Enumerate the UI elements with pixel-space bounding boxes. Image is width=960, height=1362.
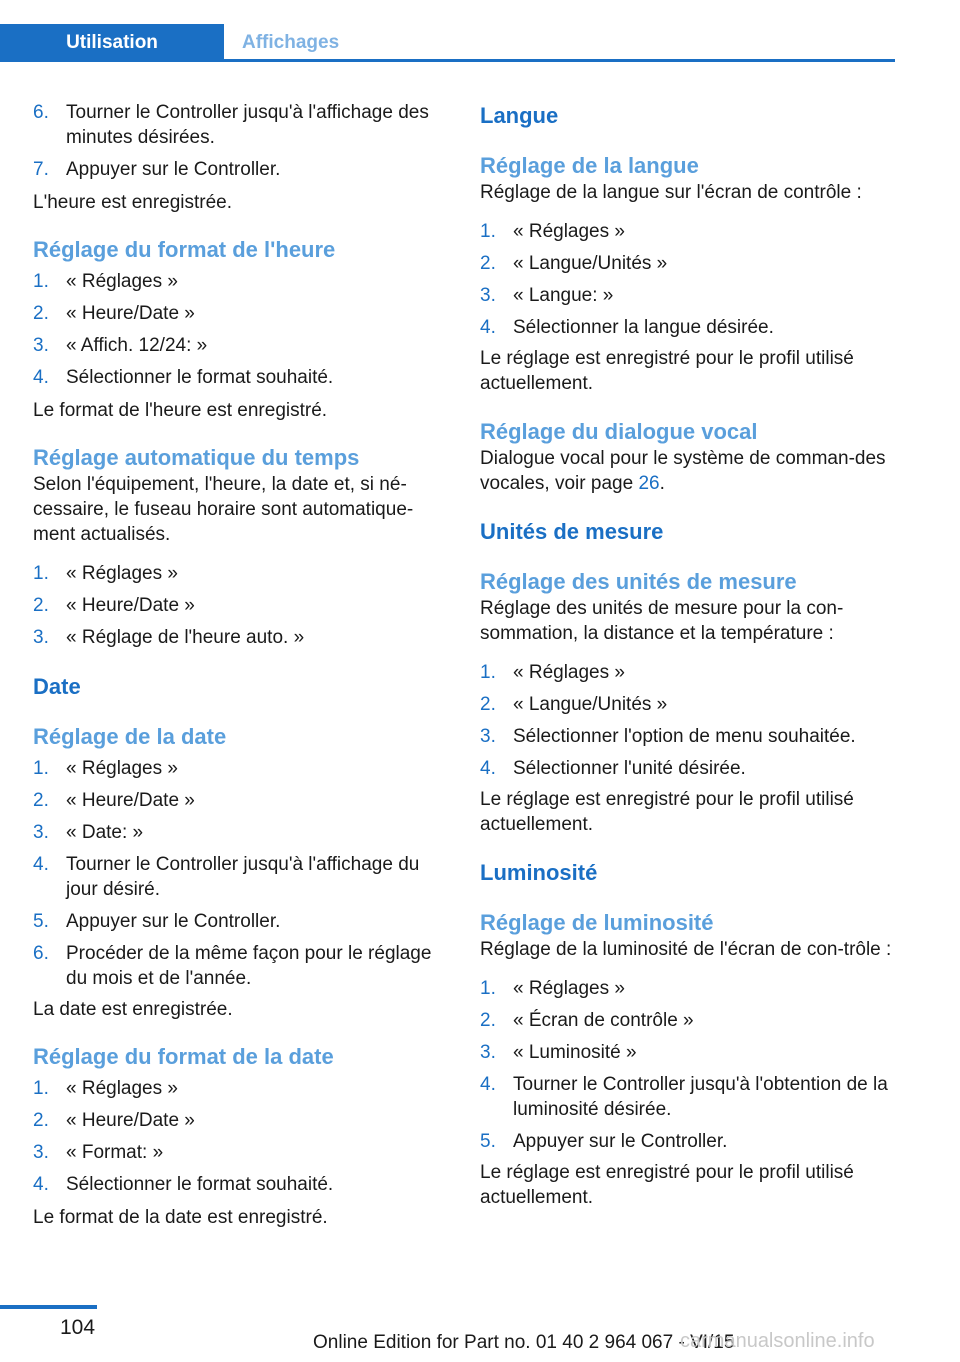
tab-underline xyxy=(0,59,895,62)
list-number: 4. xyxy=(33,367,49,388)
list-item xyxy=(33,301,451,326)
list-text: « Heure/Date » xyxy=(66,303,195,324)
list-number: 3. xyxy=(33,335,49,356)
list-number: 2. xyxy=(480,694,496,715)
watermark: carmanualsonline.info xyxy=(680,1330,875,1352)
list-item xyxy=(33,100,451,150)
list-item xyxy=(480,756,898,781)
list-item xyxy=(33,157,451,182)
section-heading: Réglage de la date xyxy=(33,724,227,749)
chapter-heading: Langue xyxy=(480,103,559,128)
list-text: « Heure/Date » xyxy=(66,1110,195,1131)
list-item xyxy=(33,788,451,813)
list-text: « Format: » xyxy=(66,1142,164,1163)
list-text: « Affich. 12/24: » xyxy=(66,335,208,356)
list-format-heure xyxy=(33,269,451,390)
list-item xyxy=(33,561,451,586)
list-text: Sélectionner l'option de menu souhaitée. xyxy=(513,726,856,747)
page-number: 104 xyxy=(60,1316,96,1339)
list-number: 4. xyxy=(33,854,49,875)
tab-utilisation-label: Utilisation xyxy=(66,32,158,53)
right-column xyxy=(480,102,898,1210)
list-item xyxy=(480,1008,898,1033)
list-number: 3. xyxy=(480,285,496,306)
list-item xyxy=(480,1072,898,1122)
list-number: 1. xyxy=(33,271,49,292)
list-text: « Réglages » xyxy=(66,563,178,584)
section-heading: Réglage du format de l'heure xyxy=(33,237,336,262)
list-text: Sélectionner l'unité désirée. xyxy=(513,758,746,779)
list-text: « Réglages » xyxy=(513,221,625,242)
list-item xyxy=(33,1140,451,1165)
list-number: 7. xyxy=(33,159,49,180)
list-number: 3. xyxy=(480,726,496,747)
list-number: 2. xyxy=(33,303,49,324)
paragraph: Le réglage est enregistré pour le profil utilisé actuellement. xyxy=(480,348,854,394)
list-item xyxy=(33,852,451,902)
list-number: 1. xyxy=(33,1078,49,1099)
left-column xyxy=(33,100,451,1230)
section-heading: Réglage du format de la date xyxy=(33,1044,334,1069)
list-text: « Langue/Unités » xyxy=(513,694,668,715)
section-heading: Réglage automatique du temps xyxy=(33,445,360,470)
list-text: « Réglage de l'heure auto. » xyxy=(66,627,305,648)
list-number: 3. xyxy=(33,822,49,843)
list-item xyxy=(480,692,898,717)
list-text: « Langue: » xyxy=(513,285,614,306)
list-format-date xyxy=(33,1076,451,1197)
list-item xyxy=(33,909,451,934)
list-number: 1. xyxy=(480,978,496,999)
list-item xyxy=(33,269,451,294)
paragraph: Selon l'équipement, l'heure, la date et, si né-cessaire, le fuseau horaire sont automatique-ment actualisés. xyxy=(33,474,414,545)
dialogue-text: Dialogue vocal pour le système de comman-des vocales, voir page xyxy=(480,448,886,494)
list-langue xyxy=(480,219,898,340)
list-number: 4. xyxy=(480,1074,496,1095)
paragraph: Le réglage est enregistré pour le profil utilisé actuellement. xyxy=(480,1162,854,1208)
list-text: « Heure/Date » xyxy=(66,790,195,811)
paragraph: Réglage de la luminosité de l'écran de con-trôle : xyxy=(480,939,892,960)
list-text: Sélectionner le format souhaité. xyxy=(66,1174,334,1195)
list-number: 1. xyxy=(33,758,49,779)
list-item xyxy=(33,1076,451,1101)
list-number: 2. xyxy=(480,1010,496,1031)
chapter-heading: Unités de mesure xyxy=(480,519,664,544)
list-item xyxy=(480,1129,898,1154)
paragraph: Réglage des unités de mesure pour la con-sommation, la distance et la température : xyxy=(480,598,844,644)
list-unites xyxy=(480,660,898,781)
paragraph: La date est enregistrée. xyxy=(33,999,233,1020)
list-number: 1. xyxy=(480,662,496,683)
chapter-heading: Date xyxy=(33,674,81,699)
list-item xyxy=(480,724,898,749)
dialogue-period: . xyxy=(659,473,665,494)
list-item xyxy=(33,941,451,991)
list-number: 2. xyxy=(33,790,49,811)
list-item xyxy=(480,315,898,340)
list-text: « Date: » xyxy=(66,822,144,843)
list-number: 6. xyxy=(33,102,49,123)
paragraph: Le format de la date est enregistré. xyxy=(33,1207,328,1228)
list-date xyxy=(33,756,451,991)
list-number: 5. xyxy=(33,911,49,932)
paragraph xyxy=(480,446,898,496)
list-item xyxy=(480,219,898,244)
list-item xyxy=(33,333,451,358)
list-text: Sélectionner la langue désirée. xyxy=(513,317,774,338)
list-item xyxy=(480,1040,898,1065)
section-heading: Réglage de la langue xyxy=(480,153,699,178)
list-item xyxy=(33,1108,451,1133)
list-number: 4. xyxy=(480,758,496,779)
list-text: Procéder de la même façon pour le réglage du mois et de l'année. xyxy=(66,943,432,989)
list-item xyxy=(33,625,451,650)
list-item xyxy=(33,1172,451,1197)
list-text: Appuyer sur le Controller. xyxy=(66,911,281,932)
paragraph: Le réglage est enregistré pour le profil utilisé actuellement. xyxy=(480,789,854,835)
list-text: « Langue/Unités » xyxy=(513,253,668,274)
list-number: 3. xyxy=(33,627,49,648)
list-item xyxy=(480,660,898,685)
list-item xyxy=(33,756,451,781)
list-text: Tourner le Controller jusqu'à l'affichage des minutes désirées. xyxy=(66,102,429,148)
list-text: « Réglages » xyxy=(513,662,625,683)
chapter-heading: Luminosité xyxy=(480,860,598,885)
section-heading: Réglage du dialogue vocal xyxy=(480,419,758,444)
edition-line: Online Edition for Part no. 01 40 2 964 067 - VI/15 xyxy=(313,1332,735,1353)
paragraph: L'heure est enregistrée. xyxy=(33,192,233,213)
paragraph: Le format de l'heure est enregistré. xyxy=(33,400,328,421)
list-luminosite xyxy=(480,976,898,1154)
tab-affichages[interactable]: Affichages xyxy=(242,32,340,53)
list-item xyxy=(33,365,451,390)
list-number: 1. xyxy=(33,563,49,584)
list-text: Appuyer sur le Controller. xyxy=(513,1131,728,1152)
list-item xyxy=(33,593,451,618)
list-number: 3. xyxy=(33,1142,49,1163)
tab-utilisation[interactable] xyxy=(0,24,224,62)
list-item xyxy=(480,251,898,276)
list-number: 2. xyxy=(33,595,49,616)
footer-rule xyxy=(0,1305,97,1309)
section-heading: Réglage des unités de mesure xyxy=(480,569,797,594)
list-number: 3. xyxy=(480,1042,496,1063)
list-number: 1. xyxy=(480,221,496,242)
paragraph: Réglage de la langue sur l'écran de contrôle : xyxy=(480,182,862,203)
list-number: 2. xyxy=(33,1110,49,1131)
list-text: Appuyer sur le Controller. xyxy=(66,159,281,180)
list-item xyxy=(480,283,898,308)
list-text: « Heure/Date » xyxy=(66,595,195,616)
list-text: Tourner le Controller jusqu'à l'affichage du jour désiré. xyxy=(66,854,420,900)
page-link[interactable]: 26 xyxy=(638,473,660,494)
section-heading: Réglage de luminosité xyxy=(480,910,714,935)
chapter-tab-bar xyxy=(0,24,895,62)
list-auto xyxy=(33,561,451,650)
list-text: Sélectionner le format souhaité. xyxy=(66,367,334,388)
list-number: 4. xyxy=(480,317,496,338)
list-text: « Écran de contrôle » xyxy=(513,1010,694,1031)
list-number: 5. xyxy=(480,1131,496,1152)
list-number: 6. xyxy=(33,943,49,964)
list-minutes xyxy=(33,100,451,182)
list-text: « Réglages » xyxy=(66,1078,178,1099)
list-number: 2. xyxy=(480,253,496,274)
list-text: Tourner le Controller jusqu'à l'obtention de la luminosité désirée. xyxy=(513,1074,888,1120)
list-text: « Réglages » xyxy=(66,758,178,779)
list-item xyxy=(480,976,898,1001)
list-text: « Réglages » xyxy=(66,271,178,292)
list-text: « Réglages » xyxy=(513,978,625,999)
list-item xyxy=(33,820,451,845)
list-text: « Luminosité » xyxy=(513,1042,637,1063)
list-number: 4. xyxy=(33,1174,49,1195)
